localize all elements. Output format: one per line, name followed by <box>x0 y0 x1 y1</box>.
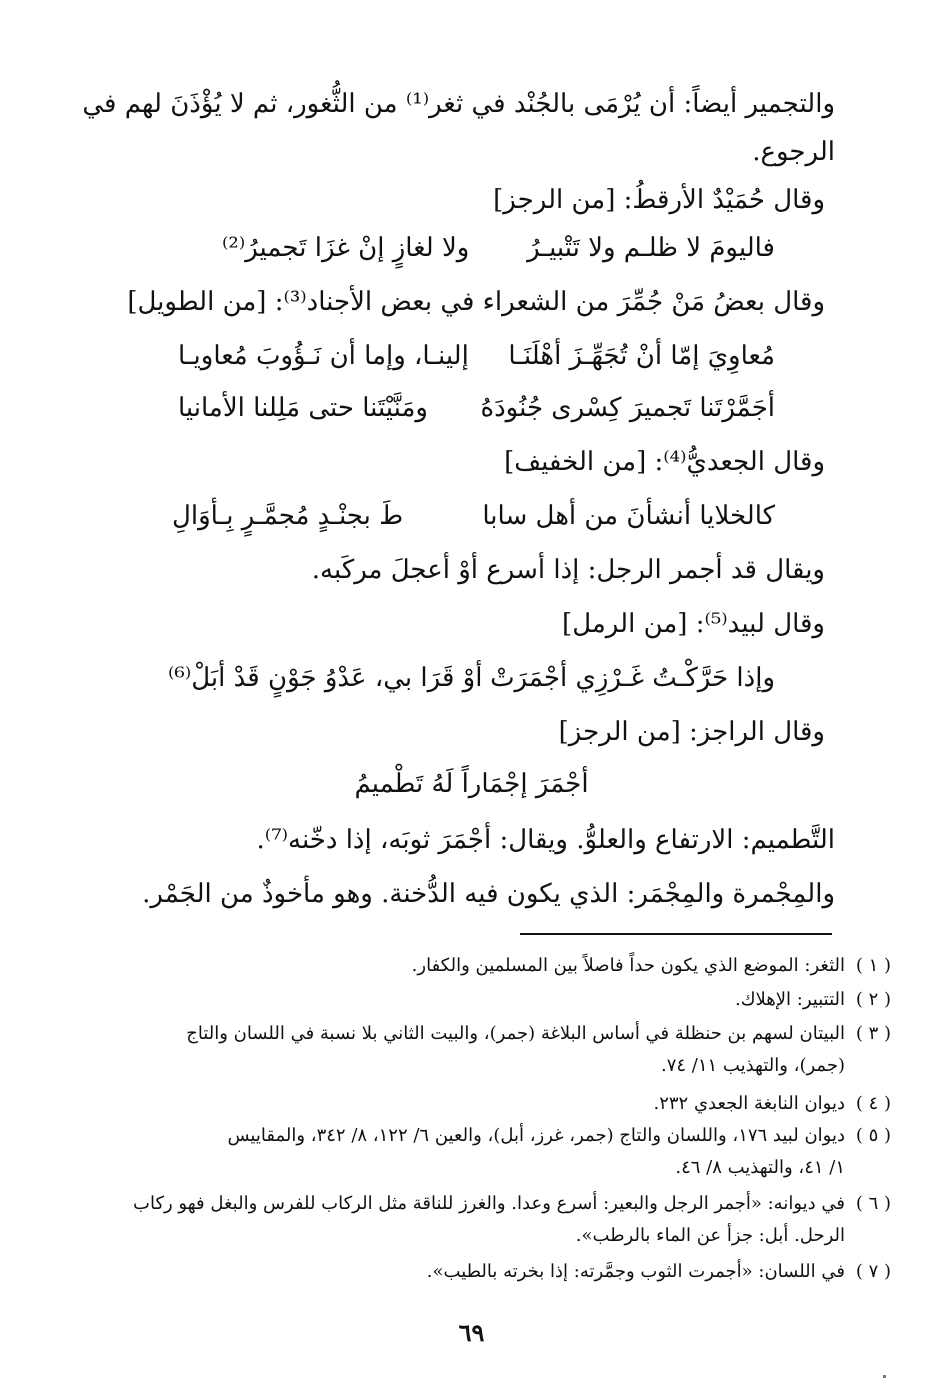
paragraph-line: والمِجْمرة والمِجْمَر: الذي يكون فيه الدُّخنة. وهو مأخوذٌ من الجَمْر. <box>142 879 835 909</box>
footnote-continuation: الرحل. أبل: جزأ عن الماء بالرطب». <box>575 1225 845 1246</box>
footnote <box>51 986 891 1014</box>
verse-intro: وقال الراجز: [من الرجز] <box>558 717 825 747</box>
verse-hemistich-right: مُعاوِيَ إمّا أنْ تُجَهِّـزَ أهْلَنَـا <box>508 341 775 371</box>
footnote <box>51 1020 891 1048</box>
footnote-continuation: ١/ ٤١، والتهذيب ٨/ ٤٦. <box>675 1157 845 1178</box>
verse-hemistich-left: أوْ قَرَا بي، عَدْوُ جَوْنٍ قَدْ أبَلْ⁽⁶⁾ <box>168 663 483 693</box>
verse-intro: وقال حُمَيْدٌ الأرقطُ: [من الرجز] <box>493 185 825 215</box>
verse-centered: أجْمَرَ إجْمَاراً لَهُ تَطْميمُ <box>354 769 589 799</box>
verse-intro: وقال الجعديُّ⁽⁴⁾: [من الخفيف] <box>504 447 825 477</box>
verse-intro: وقال بعضُ مَنْ جُمِّرَ من الشعراء في بعض الأجناد⁽³⁾: [من الطويل] <box>127 287 825 317</box>
footnote <box>51 1122 891 1150</box>
verse-hemistich-left: طَ بجنْـدٍ مُجمَّـرٍ بِـأوَالِ <box>172 501 404 531</box>
footnote-continuation: (جمر)، والتهذيب ١١/ ٧٤. <box>660 1055 845 1076</box>
verse-hemistich-left: ولا لغازٍ إنْ غزَا تَجميرُ⁽²⁾ <box>222 233 470 263</box>
verse-intro: وقال لبيد⁽⁵⁾: [من الرمل] <box>562 609 825 639</box>
footnote-text: ديوان النابغة الجعدي ٢٣٢. <box>653 1093 845 1114</box>
verse-hemistich-left: ومَنَّيْتَنا حتى مَلِلنا الأمانيا <box>178 393 428 423</box>
verse-hemistich-right: فاليومَ لا ظلـم ولا تَتْبيـرُ <box>527 233 775 263</box>
footnote-divider <box>520 933 832 935</box>
footnote <box>51 1258 891 1286</box>
footnote <box>51 1190 891 1218</box>
footnote-text: البيتان لسهم بن حنظلة في أساس البلاغة (جمر)، والبيت الثاني بلا نسبة في اللسان والتاج <box>186 1023 845 1044</box>
footnote-text: في اللسان: «أجمرت الثوب وجمَّرته: إذا بخرته بالطيب». <box>426 1261 845 1282</box>
paragraph-line: ويقال قد أجمر الرجل: إذا أسرع أوْ أعجلَ مركَبه. <box>311 555 825 585</box>
footnote-number: ( ٢ ) <box>855 989 891 1010</box>
paragraph-line: الرجوع. <box>752 137 835 167</box>
footnote-number: ( ٦ ) <box>855 1193 891 1214</box>
footnote-number: ( ٤ ) <box>855 1093 891 1114</box>
footnote <box>51 952 891 980</box>
footnote-number: ( ٣ ) <box>855 1023 891 1044</box>
footnote <box>51 1090 891 1118</box>
footnote-number: ( ١ ) <box>855 955 891 976</box>
paragraph-line: التَّطميم: الارتفاع والعلوُّ. ويقال: أجْمَرَ ثوبَه، إذا دخّنه⁽⁷⁾. <box>256 825 835 855</box>
scan-speck <box>883 1375 886 1378</box>
footnote-number: ( ٥ ) <box>855 1125 891 1146</box>
verse-hemistich-right: كالخلايا أنشأنَ من أهل سابا <box>482 501 775 531</box>
paragraph-line: والتجمير أيضاً: أن يُرْمَى بالجُنْد في ثغر⁽¹⁾ من الثُّغور، ثم لا يُؤْذَنَ لهم في <box>82 89 835 119</box>
footnote-number: ( ٧ ) <box>855 1261 891 1282</box>
page-number: ٦٩ <box>458 1318 485 1347</box>
footnote-text: ديوان لبيد ١٧٦، واللسان والتاج (جمر، غرز، أبل)، والعين ٦/ ١٢٢، ٨/ ٣٤٢، والمقاييس <box>227 1125 845 1146</box>
footnote-text: الثغر: الموضع الذي يكون حداً فاصلاً بين المسلمين والكفار. <box>411 955 845 976</box>
verse-hemistich-left: إلينـا، وإما أن نَـؤُوبَ مُعاويـا <box>178 341 469 371</box>
footnote-text: في ديوانه: «أجمر الرجل والبعير: أسرع وعدا. والغرز للناقة مثل الركاب للفرس والبغل فهو ركاب <box>133 1193 845 1214</box>
footnote-text: التتبير: الإهلاك. <box>735 989 845 1010</box>
verse-hemistich-right: أجَمَّرْتَنا تَجميرَ كِسْرى جُنُودَهُ <box>480 393 775 423</box>
verse-hemistich-right: وإذا حَرَّكْـتُ غَـرْزِي أجْمَرَتْ <box>490 663 775 693</box>
